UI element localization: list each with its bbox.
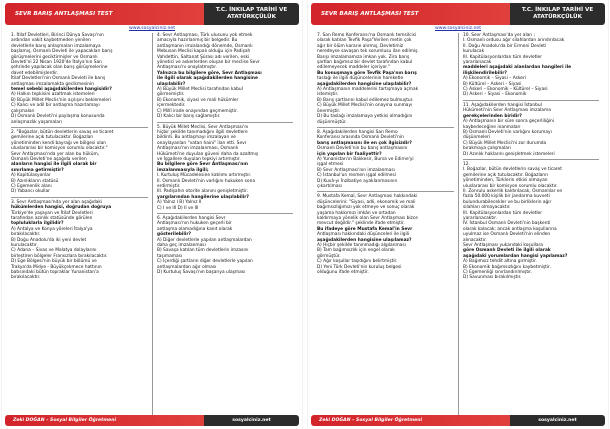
question-line: II. Doğu Anadolu'da bir Ermeni Devleti [463, 43, 547, 49]
question-line[interactable]: C) Büyük Millet Meclisi'nin onayına sunmayı [317, 103, 413, 109]
question-line: görmüştür. [317, 253, 341, 259]
question-line: topluluklarla ilgilidir? [11, 221, 64, 227]
question-line: Hükümeti'nin Sevr Antlaşması imzalama [463, 108, 551, 114]
question-line: bırakılacaktır. [11, 232, 41, 238]
question-line[interactable]: A) Yunanistan'ın Balıkesir, Bursa ve Edirne'yi [317, 156, 414, 162]
question-line: gösterilebilir? [157, 232, 192, 238]
question-line: aşağıdakilerden hangisine ulaşılabilir? [317, 81, 412, 87]
question-line: bildirdi. Bu antlaşmayı imzalayan ve [157, 135, 236, 141]
question-line: aşağıdaki yorumlardan hangisi yapılamaz? [463, 253, 568, 259]
question-line: III. Padişahın otorite alanını genişletmiştir. [157, 189, 248, 195]
question-line: olduğunu ifade etmiştir. [317, 270, 369, 276]
question-line: düşünmüştür. [317, 119, 347, 125]
question-line[interactable]: D) Ege Bölgesi'nin büyük bir bölümü ve [11, 259, 97, 265]
question-line: yararlanacaktır. [463, 216, 497, 221]
question-line: erdirmiştir. [157, 183, 181, 189]
question-columns [7, 33, 297, 415]
question-line[interactable]: D) Yeni Türk Devleti'nin kuruluş belgesi [317, 264, 402, 270]
question-line: yararlanacak [463, 60, 492, 66]
question-line: ardından vakit kaybetmeden yenilen [11, 38, 91, 44]
question-line: barış antlaşmasını ile en çok ilgisizdir? [317, 140, 412, 146]
question-line: I. Boğazlar, bütün devletlerin savaş ve ticaret [463, 167, 562, 173]
question-line[interactable]: B) Osmanlı Devleti'nin varlığını korumayı [463, 129, 552, 135]
test-title: SEVR BARIŞ ANTLAŞMASI TEST [5, 3, 204, 25]
subject-line-1: T.C. İNKILAP TARİHİ VE [521, 7, 594, 13]
question-line: imzalanmasıyla ilgili; [157, 167, 209, 173]
question-line[interactable]: C) Adana – Sivas ve Malatya dolaylarını [11, 248, 97, 254]
question-line[interactable]: A) Büyük Millet Meclisi tarafından kabul [157, 87, 243, 93]
question-line: 4. Sevr Antlaşması, Türk ulusunu yok etmek [157, 33, 253, 38]
question-line: Barışı imzalamamıza imkan yok. Zira barış [317, 54, 410, 60]
question-line[interactable]: B) Ekonomik, siyasi ve mali hükümler [157, 97, 239, 103]
question-line: 1. İtilaf Devletleri, Birinci Dünya Savaşı'nın [11, 33, 104, 38]
question-line: çıkartılması [317, 183, 342, 189]
question-line: bırakılacaktır. [11, 275, 41, 281]
question-line: hiçbir şekilde tanımadığını ilgili devletlere [157, 129, 248, 135]
question-line: taslağı ile ilgili düşüncelerinin hareketle [317, 76, 404, 82]
question-line: şehrinde yapılacak olan barış görüşmelerine [11, 65, 108, 71]
question-line: 2. "Boğazlar, bütün devletlerin savaş ve ticaret [11, 129, 114, 135]
question-line: I. Kurtuluş Mücadelesine katılımı artırmıştır. [157, 173, 252, 179]
question-line: yönetiminden, Türklerin etkisi olmayan [463, 178, 548, 184]
question-line[interactable]: D) Askeri – Siyasi – Ekonomik [463, 92, 527, 98]
question-line[interactable]: C) Askeri – Ekonomik – Kültürel – Siyasi [463, 87, 548, 93]
question-line: silahları olmayacaktır. [463, 205, 511, 211]
question-line: 11. Aşağıdakilerden hangisi İstanbul [463, 102, 542, 108]
question-line[interactable]: B) Büyük Millet Meclis'nin açılışını beklemeleri [11, 97, 111, 103]
question-line[interactable]: B) Azınlıkların statüsü [11, 178, 59, 184]
question-line: Türkiye'de yaşayan ve İtilaf Devletleri [11, 210, 93, 216]
question-line: gemilerine açık tutulacaktır. Boğazların [463, 172, 549, 178]
column-right [458, 33, 603, 415]
subject-line-2: ATATÜRKÇÜLÜK [533, 14, 582, 20]
question-line: istemiştir. [317, 92, 339, 98]
subject-line-2: ATATÜRKÇÜLÜK [227, 14, 276, 20]
question-line[interactable]: A) Antalya ve Konya yöreleri İtalya'ya [11, 226, 93, 232]
question-line: alanların hangisi ile ilgili olarak bir [11, 162, 97, 168]
question-line[interactable]: A) Hiçbir şekilde tanınmadığı algılanması [317, 243, 406, 249]
question-line: Yalnızca bu bilgilere göre, Sevr Antlaşması [157, 70, 262, 76]
page-header [311, 3, 605, 25]
question-divider [157, 213, 293, 214]
question-line: Mebusan Meclisi kapalı olduğu için Padişah [157, 49, 251, 55]
question-line: Osmanlı Devleti'nin bu barış antlaşmasını [317, 146, 408, 152]
question-line: kurulacak [463, 49, 485, 55]
question-line: Devleti'ni 22 Nisan 1920'de İtalya'nın San [11, 60, 102, 66]
question-line: Bu konuşmaya göre Tevfik Paşa'nın barış [317, 70, 417, 76]
question-line: işgal etmesi [317, 162, 344, 168]
question-line[interactable]: A) Ekonomik – Siyasi – Askeri [463, 76, 526, 82]
question-line: ve İşgallere duyulan tepkiyi artırmıştır. [157, 156, 241, 162]
question-line: uluslararası bir komisyon sorumlu olacaktır. [463, 183, 558, 189]
page-1 [2, 0, 302, 429]
question-line[interactable]: D) Bu taslağı imzalamaya yetkisi olmadığını [317, 114, 413, 120]
question-line: şartları bağımsız bir devlet tarafından kabul [317, 60, 413, 66]
question-line: Bu ifadeye göre Mustafa Kemal'in Sevr [317, 226, 413, 232]
question-line: I. Osmanlı ordusu ağır silahlardan arındırılacak [463, 38, 565, 44]
question-line: antlaşmanın imzalandığı dönemde, Osmanlı [157, 43, 253, 49]
question-line[interactable]: A) Diğer devletlerle yapılan antlaşmalardan [157, 237, 252, 243]
question-line: taşımaması [157, 253, 183, 259]
footer-site[interactable]: sosyalciniz.net [204, 415, 299, 426]
question-line: yargılarından hangilerine ulaşılabilir? [157, 194, 249, 200]
question-line: antlaşma olamadığına kanıt olarak [157, 226, 233, 232]
question-line[interactable]: C) Egemenlik alanı [11, 183, 52, 189]
question-line[interactable]: C) I ve III D) II ve III [157, 205, 199, 211]
question-line: Bu bilgilere göre Sevr Antlaşması'nın [157, 162, 248, 168]
question-line: edilemeyecek maddeler içeriyor." [317, 65, 390, 71]
question-columns [313, 33, 603, 415]
subject-badge [204, 3, 299, 25]
question-line: hükümlerden hangisi, doğrudan doğruya [11, 205, 112, 211]
question-line[interactable]: A) Bağımsız tehdit altına girmiştir. [463, 259, 537, 265]
question-line: antlaşmalardan ağır olması [157, 264, 217, 270]
site-link[interactable]: www.sosyalciniz.net [128, 26, 176, 31]
question-line: onaylayanları "vatan haini" ilan etti. Sevr [157, 140, 247, 146]
question-line: 5. Büyük Millet Meclisi, Sevr Antlaşması'nı [157, 124, 249, 130]
question-line: Hükümeti'ne duyulan güveni daha da azaltmış [157, 151, 259, 157]
page-footer [311, 415, 605, 426]
question-line[interactable]: C) Kalıcı ve adil bir antlaşma hazırlamayı [11, 103, 100, 109]
question-line[interactable]: B) Tam bağımsızlık için engel olarak [317, 248, 395, 254]
question-line[interactable]: C) Millî irade onayından geçmemiştir. [157, 108, 238, 114]
question-line[interactable]: D) Savunması bırakılmıştır. [463, 275, 522, 281]
question-line: II. Zonrulu askerlik kaldırılacak, Osmanlılar en [463, 188, 563, 194]
question-line[interactable]: C) İstanbul'un resmen işgal edilmesi [317, 173, 396, 179]
question-line: tarafından azınlık statüsünde görülen [11, 216, 93, 221]
question-line: batısındaki bütün topraklar Yunanistan'a [11, 270, 99, 276]
question-line: neredeyse savaşan tek sorumlusu ilan edilmiş. [317, 49, 419, 55]
question-line: Antlaşması hakkındaki düşünceleri ile ilgili [317, 232, 410, 238]
question-line: düşüncelerini: "Siyasi, adli, ekonomik ve mali [317, 199, 416, 205]
question-line: anlaşmazlık yaşamaları [11, 119, 62, 125]
question-divider [317, 127, 454, 128]
question-line[interactable]: C) Büyük Millet Meclisi'ni zor durumda [463, 140, 547, 146]
question-line[interactable]: D) Osmanlı Devleti'ni paylaşma konusunda [11, 114, 105, 120]
question-line: 3. Sevr Antlaşması'nda yer alan aşağıdaki [11, 199, 103, 205]
question-line: Sevr Antlaşması'nda yer alan bu hüküm, [11, 151, 100, 157]
question-line: kaybedeceğine inanmaları [463, 124, 521, 130]
subject-badge [510, 3, 605, 25]
question-line[interactable]: A) Yalnız I B) Yalnız II [157, 200, 202, 206]
question-line: 7. San Remo Konferansı'na Osmanlı temsilcisi [317, 33, 417, 38]
question-line[interactable]: D) Kurtuluş Savaşı'nın başarıya ulaşması [157, 270, 246, 276]
question-line: kaldırmaya yönelik olan Sevr Antlaşması bizce [317, 216, 418, 221]
question-line: düşünmeleri [463, 135, 491, 141]
question-line: bağımsızlığımızı yok etmeye ve sonuç olarak [317, 205, 415, 211]
question-line: 6. Aşağıdakilerden hangisi Sevr [157, 216, 226, 221]
question-line: Konferansı arasında Osmanlı Devleti'nin [317, 135, 404, 141]
question-line: sınırlama getirmiştir? [11, 167, 64, 173]
question-line[interactable]: C) Egemenliği sınırlandırılmıştır. [463, 270, 533, 276]
question-line: yaşama hakkımızı imkân ve ortadan [317, 210, 396, 216]
question-line[interactable]: C) İçerdiği şartların diğer devletlerle yapılan [157, 259, 253, 265]
question-divider [463, 159, 599, 160]
question-line: yönetici ve askerlerden oluşan bir meclise Sevr [157, 60, 260, 66]
question-line: gemilerine açık tutulacaktır. Boğazları [11, 135, 94, 141]
question-line: fazla 50.000 kişilik bir jandarma kuvveti [463, 194, 550, 200]
question-line: Antlaşması'nın imzalanması, Osmanlı [157, 146, 239, 152]
question-line: kurulacaktır. [11, 243, 38, 249]
question-line: olarak katılan Tevfik Paşa"Verilen metin çok [317, 38, 412, 44]
question-line[interactable]: A) Halkın tepkisini azaltmak istemeleri [11, 92, 95, 98]
question-line[interactable]: C) Ağır koşullar taşıdığını belirtmiştir. [317, 259, 398, 265]
column-right [152, 33, 297, 415]
question-divider [157, 122, 293, 123]
question-line[interactable]: B) Doğu Anadolu'da iki yeni devlet [11, 237, 87, 243]
question-line: mevcut değildir." şeklinde ifade etmiştir. [317, 221, 405, 227]
question-line: Antlaşması'nı onaylatmıştır. [157, 65, 218, 71]
question-line[interactable]: D) Yabancı okullar [11, 189, 50, 195]
question-line: Trakya'da Midye - Büyükçekmece hattının [11, 264, 102, 270]
question-line: Vahdettin, Saltanat Şûrası adı verilen, eski [157, 54, 250, 60]
question-line: daha geç imzalanması [157, 243, 206, 249]
question-line: önermiştir. [317, 108, 341, 114]
question-line: temel sebebi aşağıdakilerden hangisidir? [11, 87, 112, 93]
question-line: yönetiminden kendi bayrağı ve bölgesi olan [11, 140, 107, 146]
question-line: aşağıdakilerden hangisine ulaşılamaz? [317, 237, 412, 243]
question-line: davet edebilmişlerdir. [11, 70, 59, 76]
question-line: II. Osmanlı Devleti'nin varlığını hukuken sona [157, 178, 255, 184]
question-line[interactable]: B) Sevr Antlaşması'nın imzalanması [317, 167, 395, 173]
question-line[interactable]: D) Kalıcı bir barış sağlamıştır. [157, 114, 221, 120]
question-line: III. Kapitülasyonlardan tüm devletler [463, 210, 543, 216]
question-line: olarak kalacak; ancak antlaşma koşullarına [463, 226, 557, 232]
question-line: 12. [463, 161, 470, 167]
test-title: SEVR BARIŞ ANTLAŞMASI TEST [311, 3, 510, 25]
question-line: için yapılan bir faaliyettir? [317, 151, 382, 157]
question-line: İtilaf Devletleri'nin Osmanlı Devleti ile barış [11, 76, 106, 82]
question-line: ulaşılabilir? [157, 81, 186, 87]
question-line: Osmanlı Devleti'ne aşağıda verilen [11, 156, 87, 162]
question-line[interactable]: B) Savaşa katılan tüm devletlerin imzasını [157, 248, 249, 254]
site-link[interactable]: www.sosyalciniz.net [434, 26, 482, 31]
question-line: çalışmaları [11, 108, 35, 114]
question-line: antlaşması imzalamakta gecikmesinin [11, 81, 95, 87]
subject-line-1: T.C. İNKILAP TARİHİ VE [215, 7, 288, 13]
question-line: III. Kapitülasyonlardan tüm devletler [463, 54, 543, 60]
footer-author: Zeki DOĞAN – Sosyal Bilgiler Öğretmeni [5, 415, 204, 426]
question-line: içermektedir. [157, 103, 186, 109]
question-line: birleştiren bölgeler Fransızlara bırakılacaktır. [11, 253, 108, 259]
question-divider [11, 127, 148, 128]
question-line: ile ilgili olarak aşağıdakilerden hangisine [157, 76, 258, 82]
question-line: göre Osmanlı Devleti ile ilgili olarak [463, 248, 551, 254]
question-line[interactable]: B) Ekonomik bağımsızlığını kaybetmiştir. [463, 264, 551, 270]
question-line: bulundurabilecekler ve bu birliklerin ağır [463, 199, 552, 205]
question-line[interactable]: B) Barış şartlarını kabul edilemez bulmuştur. [317, 97, 414, 103]
question-line[interactable]: D) Kuvâ-yı İnzibatiye ayaklanmasının [317, 178, 398, 184]
question-line: görmemiştir. [157, 92, 185, 98]
question-line: Antlaşması'nın hukuken geçerli bir [157, 221, 232, 227]
question-line[interactable]: A) Antlaşmanın bir süre sonra geçerliliğini [463, 119, 555, 125]
question-line: bırakmaya çalışmaları [463, 146, 511, 152]
question-line: Sevr Antlaşması yukarıdaki koşullara [463, 243, 543, 249]
question-line: devletlerle barış anlaşmaları imzalamaya [11, 43, 101, 49]
question-line: gerekçelerinden biridir? [463, 113, 522, 119]
question-line: görüşmelerini geciktirmişler ve Osmanlı [11, 54, 98, 60]
question-line[interactable]: A) Antlaşmanın maddelerini tartışmaya açmak [317, 87, 419, 93]
page-header [5, 3, 299, 25]
question-line: başlamış, Osmanlı Devleti ile yapacakları barış [11, 49, 113, 55]
question-line: maddeleri aşağıdaki alanlardan hangileri ile [463, 65, 572, 71]
question-line: alınacaktır. [463, 237, 487, 243]
question-divider [11, 197, 148, 198]
question-line: amacıyla hazırlanmış bir belgedir. Bu [157, 38, 238, 44]
column-left [7, 33, 152, 415]
question-line: IV. İstanbul Osmanlı Devleti'nin başkenti [463, 221, 551, 227]
page-2 [308, 0, 608, 429]
question-line: 10. Sevr Antlaşması'da yer alan ; [463, 33, 535, 38]
page-footer [5, 415, 299, 426]
question-line: ilişkilendirilebilir? [463, 70, 507, 76]
question-line[interactable]: D) Azınlık haklarını genişletmek istemeleri [463, 151, 555, 157]
question-line: uluslararası bir komisyon sorumlu olacaktır." [11, 146, 108, 152]
question-line[interactable]: A) Kapitülasyonlar [11, 173, 51, 179]
column-left [313, 33, 458, 415]
question-line: 9. Mustafa Kemal, Sevr Antlaşması hakkındaki [317, 194, 418, 200]
question-divider [317, 191, 454, 192]
footer-site[interactable]: sosyalciniz.net [510, 415, 605, 426]
question-line: ağır bir ölüm kararıe alırmış, Devletimiz [317, 43, 404, 49]
footer-author: Zeki DOĞAN – Sosyal Bilgiler Öğretmeni [311, 415, 510, 426]
question-line: uyulmaz ise Osmanlı Devleti'nin elinden [463, 232, 551, 238]
question-divider [463, 100, 599, 101]
question-line[interactable]: B) Kültürel – Askeri – Siyasi [463, 81, 522, 87]
question-line: 8. Aşağıdakilerden hangisi San Remo [317, 129, 398, 135]
